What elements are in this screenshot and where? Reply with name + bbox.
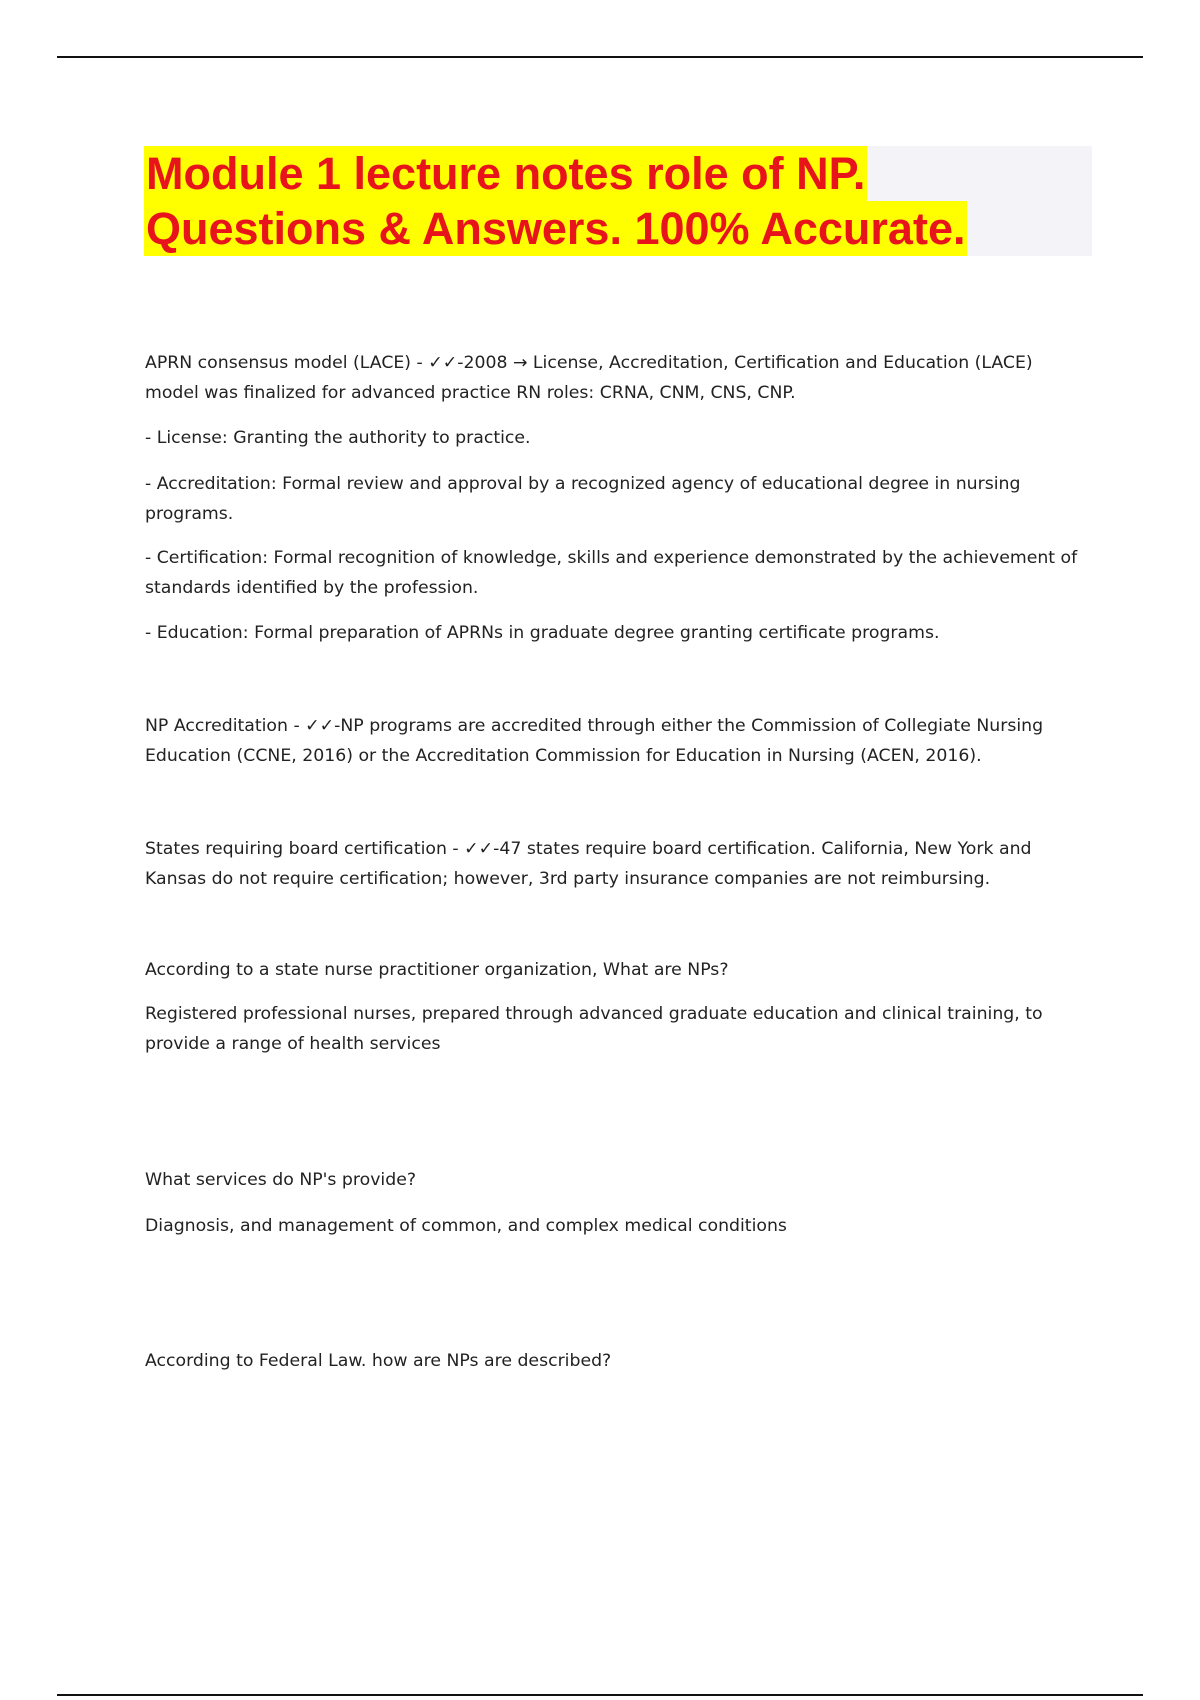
paragraph-aprn-consensus-model: APRN consensus model (LACE) - ✓✓-2008 → License, Accreditation, Certification and Education (LACE) model was finalized for advanced practice RN roles: CRNA, CNM, CNS, CNP. xyxy=(145,353,1033,403)
document-title-line-2: Questions & Answers. 100% Accurate. xyxy=(146,203,966,254)
answer-np-services: Diagnosis, and management of common, and complex medical conditions xyxy=(145,1216,787,1236)
document-title-line-1: Module 1 lecture notes role of NP. xyxy=(146,148,866,199)
paragraph-education: - Education: Formal preparation of APRNs in graduate degree granting certificate programs. xyxy=(145,623,940,643)
question-what-are-nps: According to a state nurse practitioner organization, What are NPs? xyxy=(145,960,729,980)
top-rule xyxy=(57,56,1143,58)
paragraph-certification: - Certification: Formal recognition of knowledge, skills and experience demonstrated by the achievement of standards identified by the profession. xyxy=(145,548,1078,598)
paragraph-np-accreditation: NP Accreditation - ✓✓-NP programs are accredited through either the Commission of Collegiate Nursing Education (CCNE, 2016) or the Accreditation Commission for Education in Nursing (ACEN, 2016). xyxy=(145,716,1044,766)
answer-what-are-nps: Registered professional nurses, prepared through advanced graduate education and clinical training, to provide a range of health services xyxy=(145,1004,1043,1054)
paragraph-board-certification: States requiring board certification - ✓✓-47 states require board certification. California, New York and Kansas do not require certification; however, 3rd party insurance companies are not reimbursing. xyxy=(145,839,1032,889)
paragraph-license: - License: Granting the authority to practice. xyxy=(145,428,531,448)
paragraph-accreditation: - Accreditation: Formal review and approval by a recognized agency of educational degree in nursing programs. xyxy=(145,474,1021,524)
bottom-rule xyxy=(57,1694,1143,1696)
question-np-services: What services do NP's provide? xyxy=(145,1170,416,1190)
question-federal-law: According to Federal Law. how are NPs are described? xyxy=(145,1351,612,1371)
